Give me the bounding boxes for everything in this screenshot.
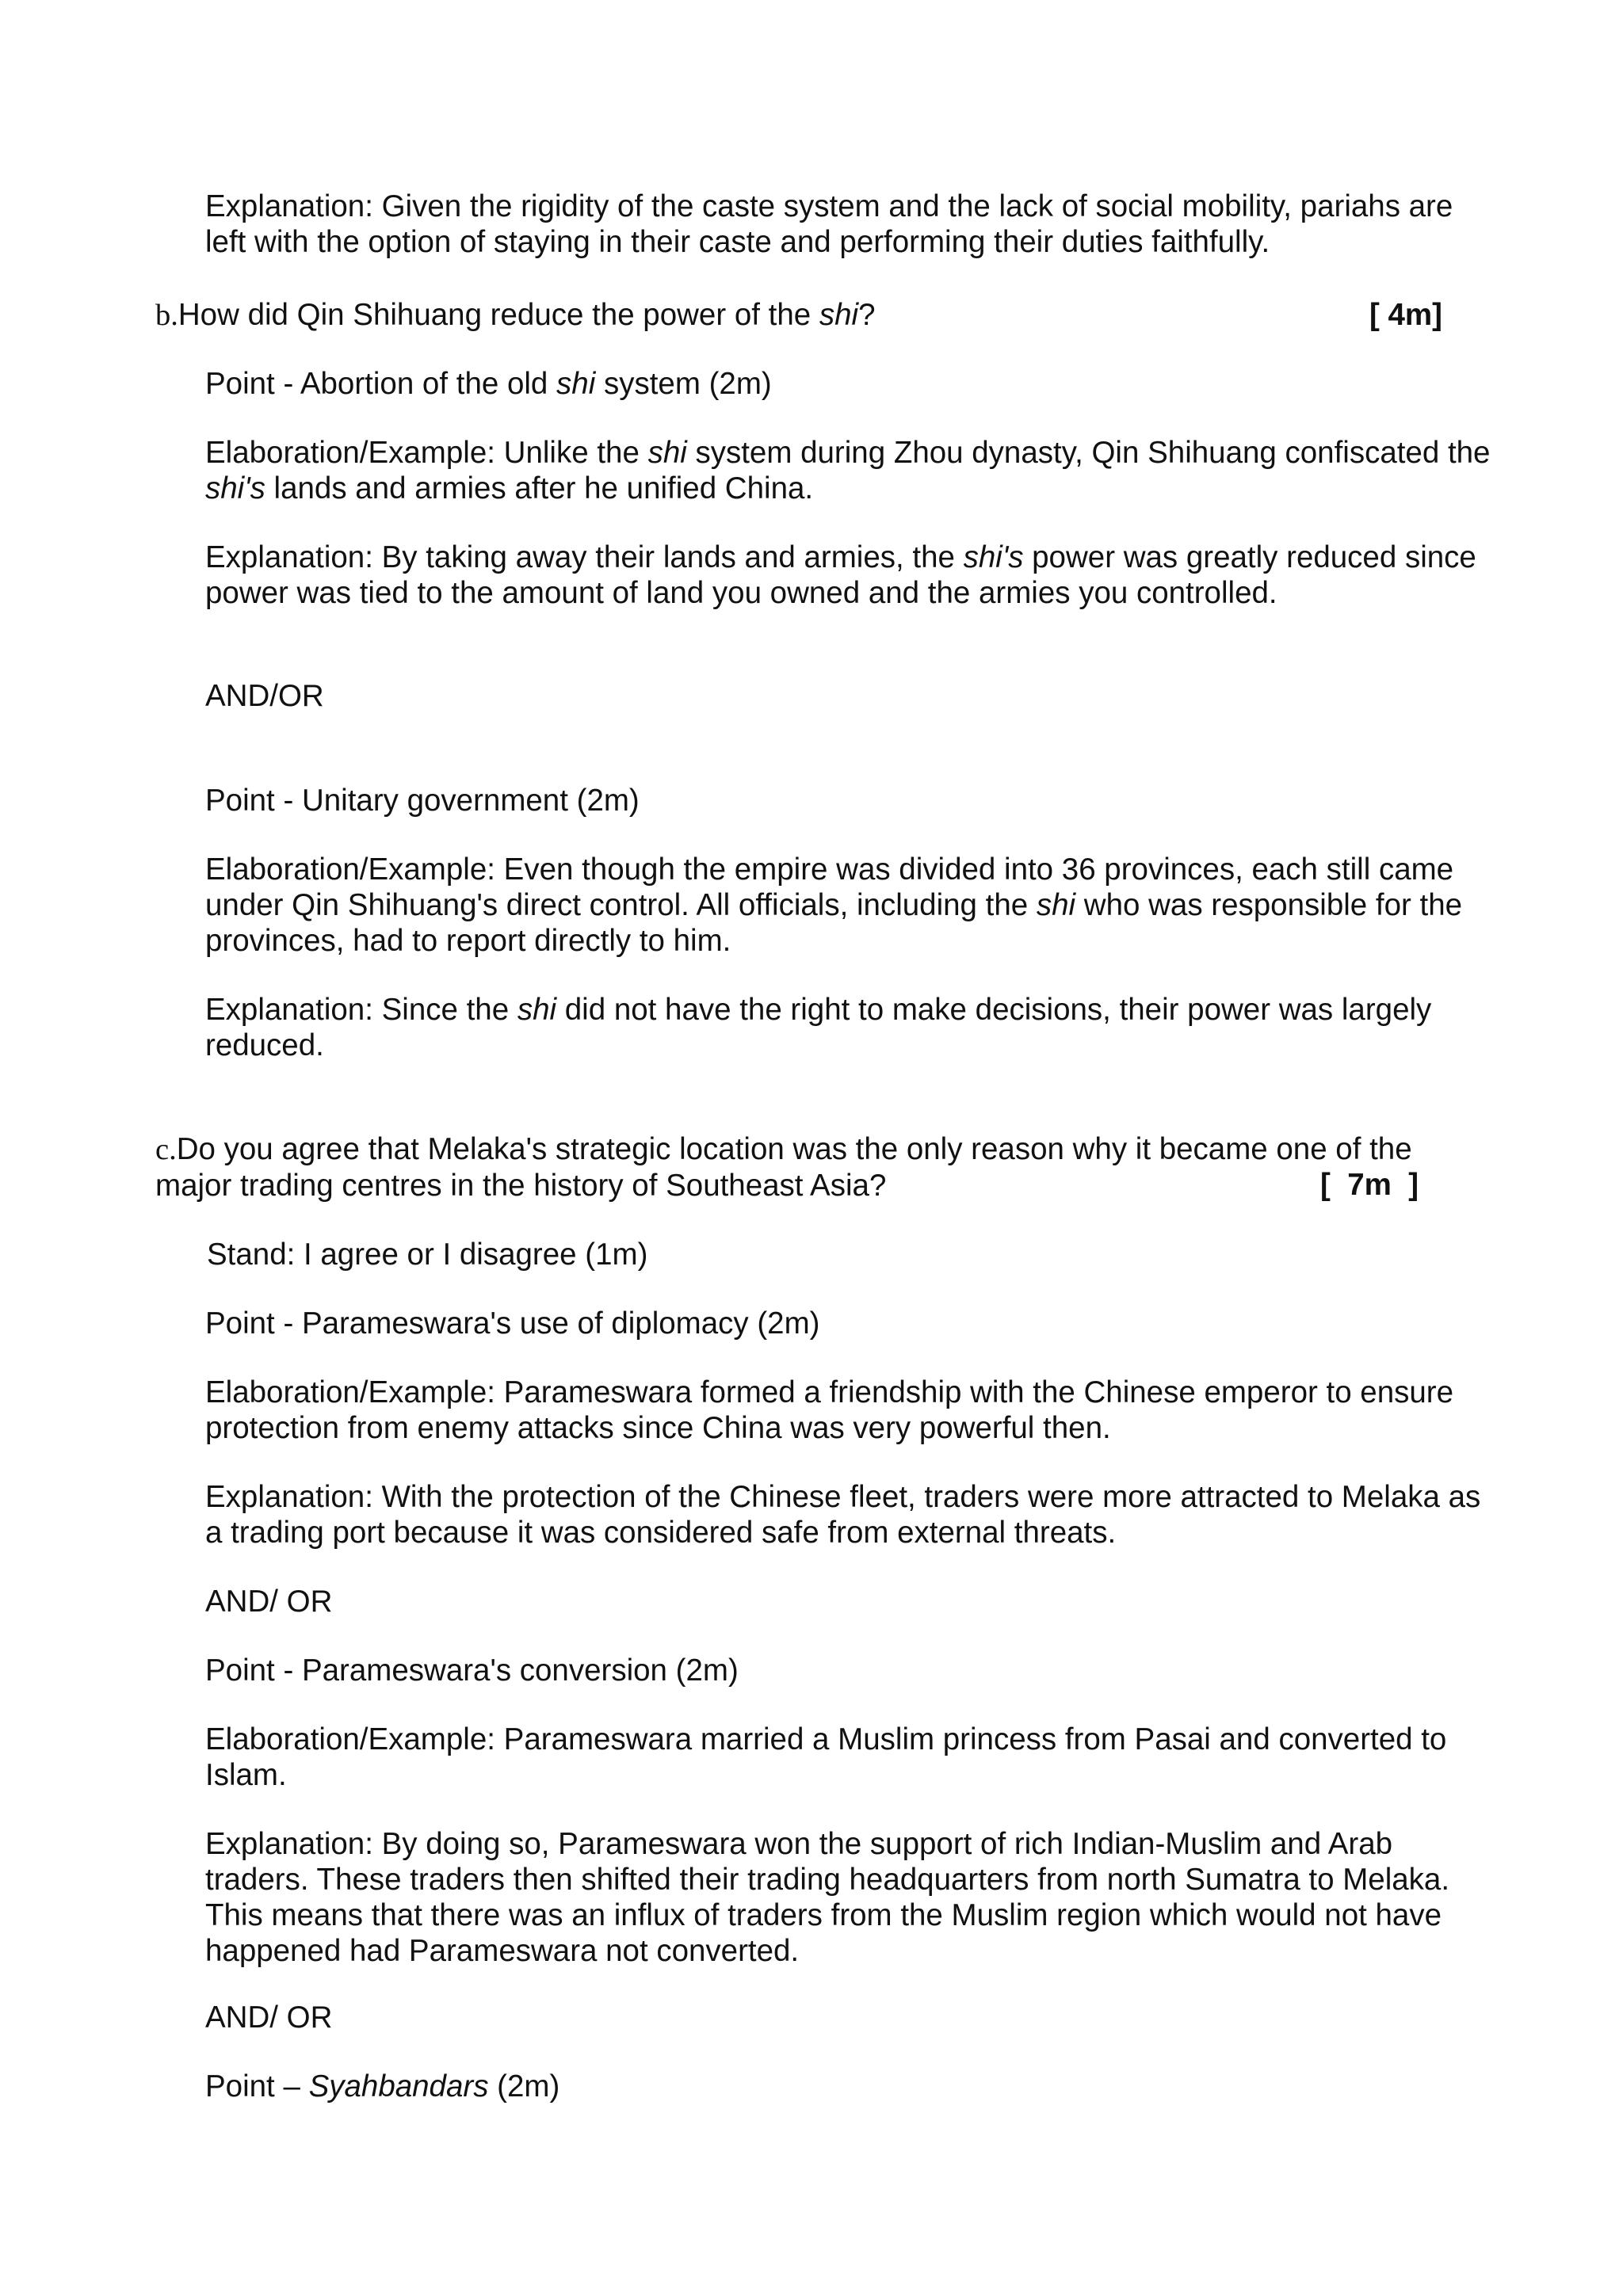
text-run: Explanation: By taking away their lands and armies, the [205,540,964,574]
text-italic: shi's [205,471,265,505]
point-unitary: Point - Unitary government (2m) [205,784,640,818]
elaboration-diplomacy [205,1375,1505,1446]
and-or-divider: AND/ OR [205,1585,333,1619]
text-line: left with the option of staying in their caste and performing their duties faithfully. [205,225,1270,259]
text-italic: shi [556,367,596,401]
point-conversion: Point - Parameswara's conversion (2m) [205,1653,739,1688]
text-line: a trading port because it was considered safe from external threats. [205,1516,1117,1550]
text-line: Explanation: With the protection of the Chinese fleet, traders were more attracted to Melaka as [205,1480,1481,1514]
text-italic: shi [517,993,557,1027]
text-run: under Qin Shihuang's direct control. All officials, including the [205,888,1037,922]
text-line: This means that there was an influx of traders from the Muslim region which would not have [205,1898,1442,1932]
text-line: protection from enemy attacks since China was very powerful then. [205,1411,1111,1445]
question-text: How did Qin Shihuang reduce the power of the [178,298,819,332]
text-italic: shi [647,436,687,470]
text-line: Islam. [205,1758,287,1792]
text-line: happened had Parameswara not converted. [205,1934,800,1968]
marks-label: [ 7m ] [1320,1168,1419,1202]
text-run: Point - Abortion of the old [205,367,557,401]
explanation-conversion [205,1826,1505,1969]
question-c [155,1131,1412,1203]
text-run: did not have the right to make decisions, their power was largely [556,993,1432,1027]
caste-explanation [205,189,1505,260]
text-line: Elaboration/Example: Even though the empire was divided into 36 provinces, each still came [205,852,1454,887]
and-or-divider: AND/OR [205,679,324,713]
point-diplomacy: Point - Parameswara's use of diplomacy (2m) [205,1306,820,1341]
and-or-divider: AND/ OR [205,2000,333,2035]
question-letter: c. [155,1133,177,1166]
question-b [155,297,876,334]
elaboration-conversion [205,1722,1505,1793]
explanation-unitary [205,992,1505,1063]
text-line: reduced. [205,1028,324,1062]
marks-label: [ 4m] [1369,298,1442,332]
text-run: system during Zhou dynasty, Qin Shihuang confiscated the [686,436,1491,470]
text-run: Explanation: Since the [205,993,517,1027]
question-text: Do you agree that Melaka's strategic location was the only reason why it became one of the [176,1132,1412,1166]
text-italic: shi's [963,540,1024,574]
point-abortion [205,366,1505,402]
text-line: Explanation: Given the rigidity of the caste system and the lack of social mobility, pariahs are [205,189,1453,223]
stand-line: Stand: I agree or I disagree (1m) [207,1238,648,1272]
question-italic: shi [819,298,859,332]
text-run: power was greatly reduced since [1023,540,1476,574]
text-italic: shi [1036,888,1076,922]
text-run: lands and armies after he unified China. [265,471,814,505]
text-run: who was responsible for the [1075,888,1463,922]
text-run: Point – [205,2069,309,2103]
explanation-diplomacy [205,1479,1505,1550]
text-run: Elaboration/Example: Unlike the [205,436,648,470]
text-line: Elaboration/Example: Parameswara married a Muslim princess from Pasai and converted to [205,1722,1447,1756]
text-italic: Syahbandars [308,2069,489,2103]
elaboration-abortion [205,435,1505,506]
explanation-abortion [205,540,1505,611]
text-line: traders. These traders then shifted their trading headquarters from north Sumatra to Melaka. [205,1863,1450,1897]
question-letter: b. [155,299,178,332]
text-run: system (2m) [595,367,772,401]
text-line: Elaboration/Example: Parameswara formed a friendship with the Chinese emperor to ensure [205,1375,1454,1409]
text-line: provinces, had to report directly to him. [205,924,731,958]
text-run: (2m) [488,2069,560,2103]
text-line: Explanation: By doing so, Parameswara won the support of rich Indian-Muslim and Arab [205,1827,1393,1861]
text-line: power was tied to the amount of land you owned and the armies you controlled. [205,576,1277,610]
point-syahbandars [205,2069,1505,2104]
question-text: major trading centres in the history of Southeast Asia? [155,1169,887,1203]
question-text-end: ? [858,298,876,332]
elaboration-unitary [205,852,1505,959]
